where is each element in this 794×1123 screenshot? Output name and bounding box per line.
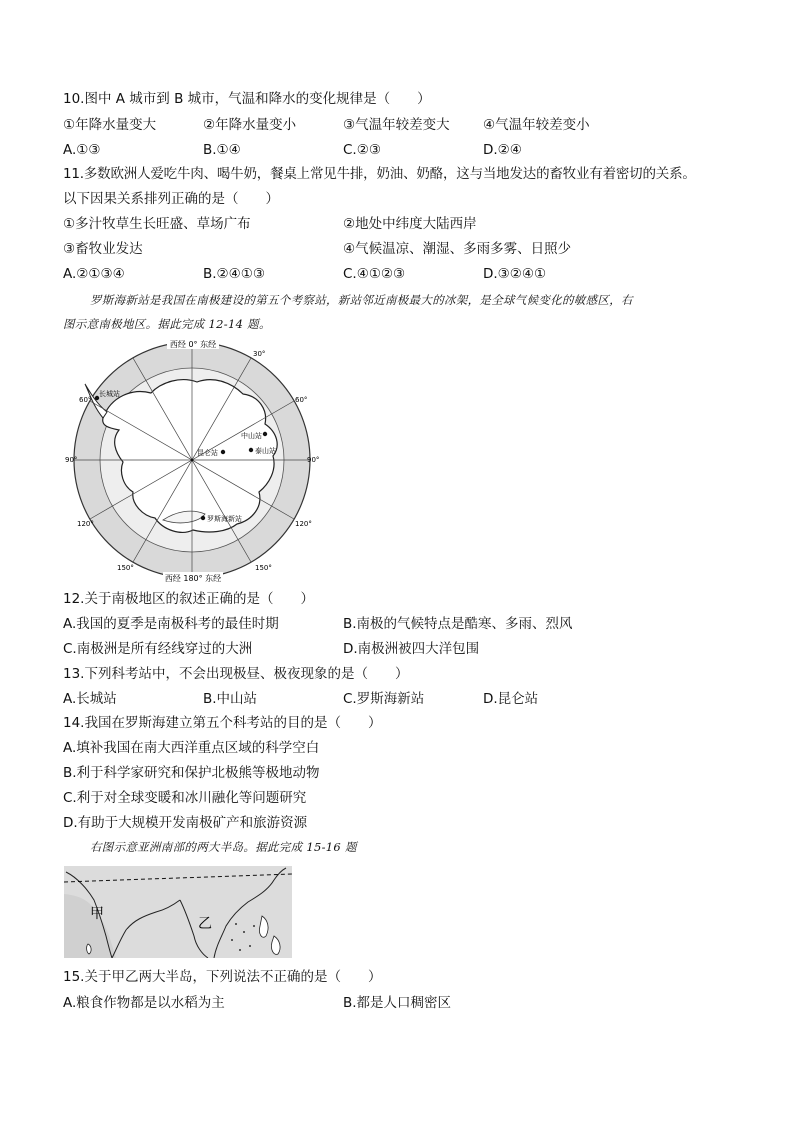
- q10-item-1: ①年降水量变大: [63, 117, 157, 133]
- deg-120-left: 120°: [77, 520, 94, 528]
- deg-90-left: 90°: [65, 456, 78, 464]
- station-dot-taishan: [249, 448, 253, 452]
- q10-stem: 10.图中 A 城市到 B 城市，气温和降水的变化规律是（ ）: [63, 91, 431, 107]
- q11-stem-line1: 11.多数欧洲人爱吃牛肉、喝牛奶，餐桌上常见牛排，奶油、奶酪，这与当地发达的畜牧业有着密切的关系。: [63, 166, 696, 182]
- deg-60-left: 60°: [79, 396, 92, 404]
- q10-item-4: ④气温年较差变小: [483, 117, 590, 133]
- deg-120-right: 120°: [295, 520, 312, 528]
- station-kunlun: 昆仑站: [197, 449, 218, 457]
- q13-option-d[interactable]: D.昆仑站: [483, 691, 539, 707]
- q11-option-b[interactable]: B.②④①③: [203, 266, 265, 282]
- q15-option-a[interactable]: A.粮食作物都是以水稻为主: [63, 995, 225, 1011]
- q10-option-c[interactable]: C.②③: [343, 142, 381, 158]
- q14-option-a[interactable]: A.填补我国在南大西洋重点区域的科学空白: [63, 740, 320, 756]
- station-dot-kunlun: [221, 450, 225, 454]
- station-changcheng: 长城站: [99, 390, 120, 398]
- station-dot-ross: [201, 516, 205, 520]
- q10-option-d[interactable]: D.②④: [483, 142, 522, 158]
- deg-150-right: 150°: [255, 564, 272, 572]
- q13-option-c[interactable]: C.罗斯海新站: [343, 691, 425, 707]
- q11-item-1: ①多汁牧草生长旺盛、草场广布: [63, 216, 251, 232]
- map-bottom-label: 西经 180° 东经: [164, 574, 222, 583]
- q10-item-3: ③气温年较差变大: [343, 117, 450, 133]
- label-yi: 乙: [198, 916, 212, 932]
- q14-option-d[interactable]: D.有助于大规模开发南极矿产和旅游资源: [63, 815, 308, 831]
- q13-option-b[interactable]: B.中山站: [203, 691, 258, 707]
- deg-90-right: 90°: [307, 456, 320, 464]
- deg-60-right: 60°: [295, 396, 308, 404]
- q11-option-a[interactable]: A.②①③④: [63, 266, 125, 282]
- south-pole-dot: [191, 459, 194, 462]
- q11-item-2: ②地处中纬度大陆西岸: [343, 216, 477, 232]
- q12-stem: 12.关于南极地区的叙述正确的是（ ）: [63, 591, 314, 607]
- station-ross: 罗斯海新站: [207, 515, 242, 523]
- intro-15-16: 右图示意亚洲南部的两大半岛。据此完成 15-16 题: [90, 840, 357, 854]
- q14-option-c[interactable]: C.利于对全球变暖和冰川融化等问题研究: [63, 790, 307, 806]
- station-zhongshan: 中山站: [241, 432, 262, 440]
- q14-option-b[interactable]: B.利于科学家研究和保护北极熊等极地动物: [63, 765, 320, 781]
- q11-option-d[interactable]: D.③②④①: [483, 266, 547, 282]
- q11-item-4: ④气候温凉、潮湿、多雨多雾、日照少: [343, 241, 572, 257]
- station-dot-zhongshan: [263, 432, 267, 436]
- q11-option-c[interactable]: C.④①②③: [343, 266, 406, 282]
- deg-150-left: 150°: [117, 564, 134, 572]
- q15-option-b[interactable]: B.都是人口稠密区: [343, 995, 452, 1011]
- q11-stem-line2: 以下因果关系排列正确的是（ ）: [63, 191, 279, 207]
- q14-stem: 14.我国在罗斯海建立第五个科考站的目的是（ ）: [63, 715, 382, 731]
- q10-option-a[interactable]: A.①③: [63, 142, 101, 158]
- intro-12-14-line1: 罗斯海新站是我国在南极建设的第五个考察站，新站邻近南极最大的冰架，是全球气候变化的敏感区，右: [90, 293, 633, 307]
- q12-option-d[interactable]: D.南极洲被四大洋包围: [343, 641, 480, 657]
- label-jia: 甲: [90, 906, 104, 922]
- south-asia-peninsulas-map: [64, 866, 292, 958]
- q10-option-b[interactable]: B.①④: [203, 142, 241, 158]
- antarctica-map: [63, 336, 323, 586]
- station-taishan: 泰山站: [255, 447, 276, 455]
- q12-option-a[interactable]: A.我国的夏季是南极科考的最佳时期: [63, 616, 279, 632]
- q10-item-2: ②年降水量变小: [203, 117, 297, 133]
- q15-stem: 15.关于甲乙两大半岛，下列说法不正确的是（ ）: [63, 969, 382, 985]
- deg-30: 30°: [253, 350, 266, 358]
- q12-option-c[interactable]: C.南极洲是所有经线穿过的大洲: [63, 641, 253, 657]
- q11-item-3: ③畜牧业发达: [63, 241, 143, 257]
- q12-option-b[interactable]: B.南极的气候特点是酷寒、多雨、烈风: [343, 616, 573, 632]
- q13-stem: 13.下列科考站中，不会出现极昼、极夜现象的是（ ）: [63, 666, 409, 682]
- intro-12-14-line2: 图示意南极地区。据此完成 12-14 题。: [63, 317, 271, 331]
- map-top-label: 西经 0° 东经: [169, 340, 217, 349]
- q13-option-a[interactable]: A.长城站: [63, 691, 117, 707]
